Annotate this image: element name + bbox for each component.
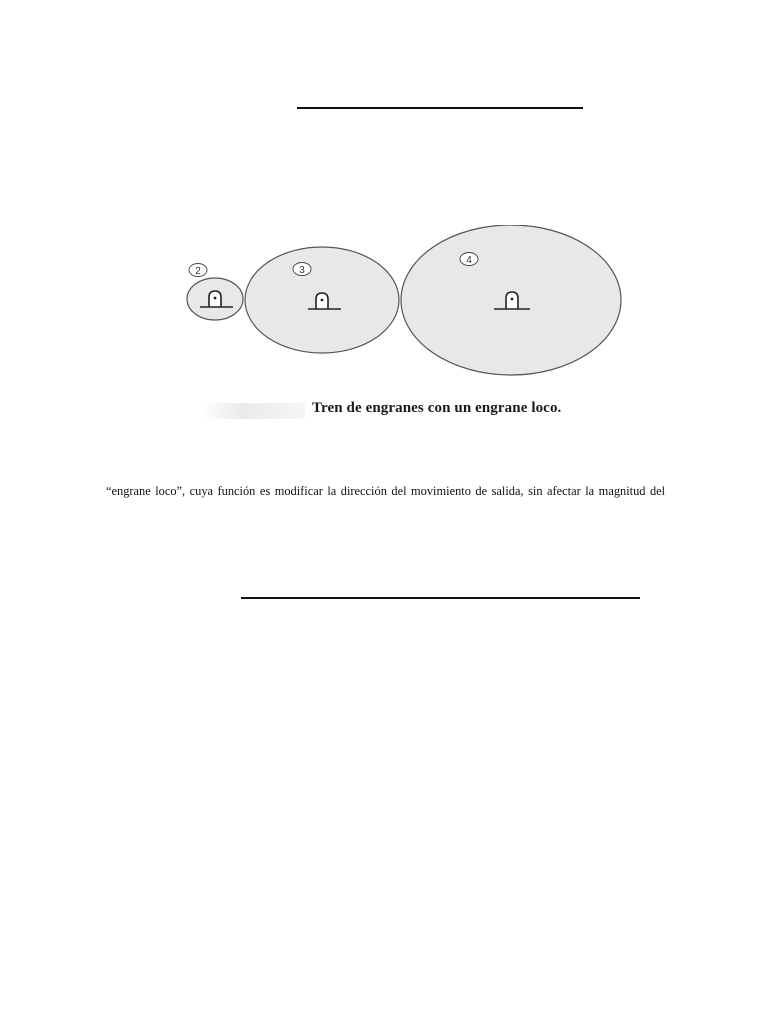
gear-2-number-badge	[189, 264, 207, 278]
gear-2	[187, 278, 243, 320]
gear-4-number-badge	[460, 253, 478, 267]
figure-caption	[200, 397, 630, 425]
gear-3-label: 3	[299, 265, 305, 276]
gear-2-label: 2	[195, 266, 201, 277]
gear-3	[245, 247, 399, 353]
caption-shading	[200, 403, 305, 419]
gear-train-figure	[180, 225, 630, 385]
top-rule	[297, 107, 583, 109]
body-paragraph-line: “engrane loco”, cuya función es modificar la dirección del movimiento de salida, sin afectar la magnitud del	[106, 484, 666, 498]
bottom-rule	[241, 597, 640, 599]
gear-4	[401, 225, 621, 375]
caption-text: Tren de engranes con un engrane loco.	[312, 400, 562, 416]
gear-3-number-badge	[293, 263, 311, 277]
gear-4-label: 4	[466, 255, 472, 266]
